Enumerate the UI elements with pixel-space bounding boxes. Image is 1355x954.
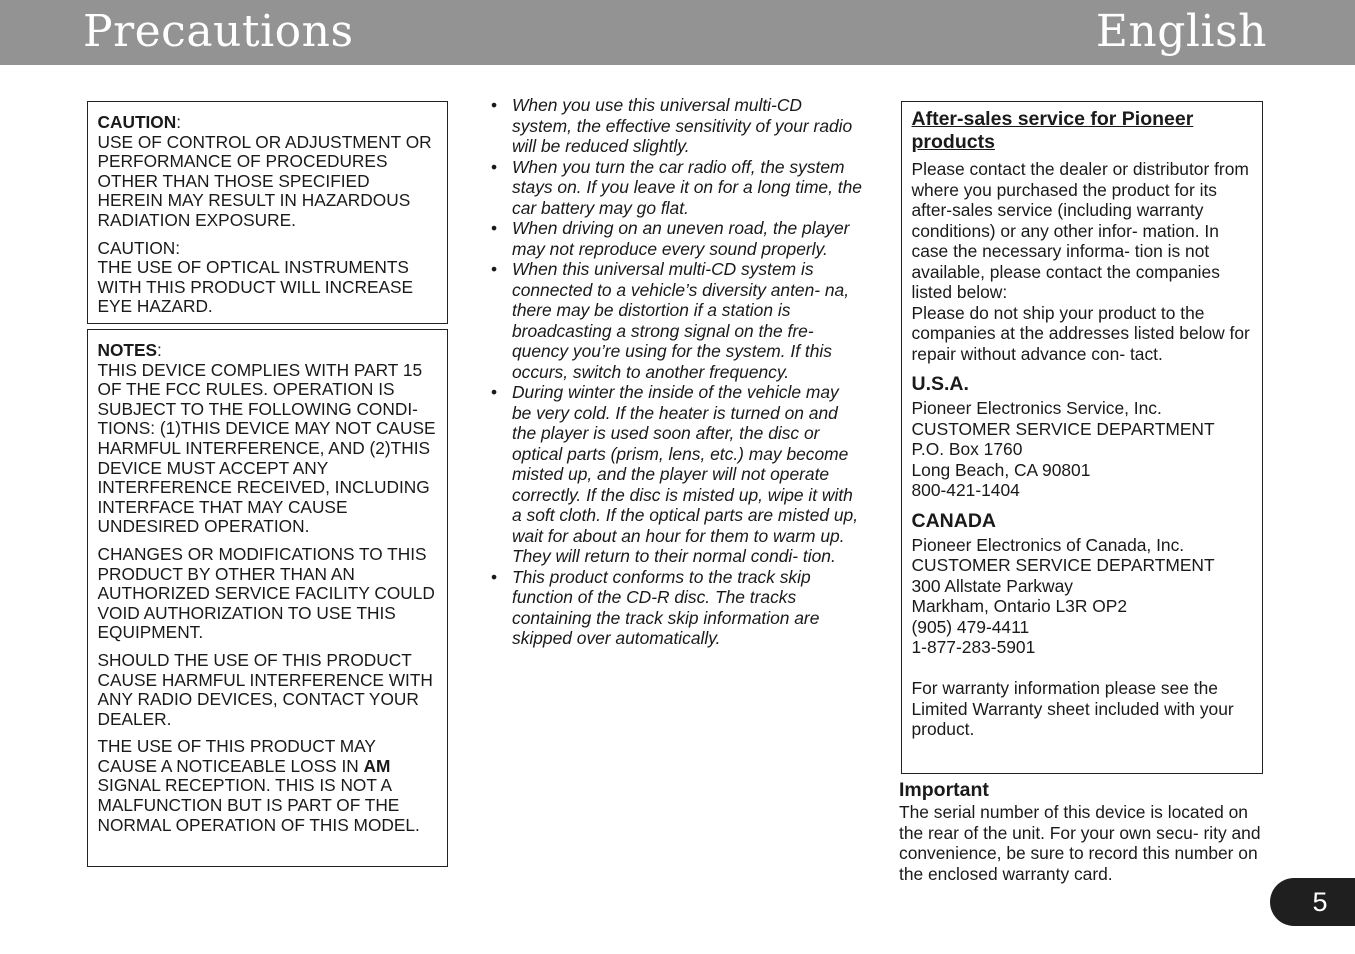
address-line: P.O. Box 1760 <box>911 439 1023 459</box>
caution-text-2: THE USE OF OPTICAL INSTRUMENTS WITH THIS PRODUCT WILL INCREASE EYE HAZARD. <box>97 257 414 317</box>
notes-paragraph-3: SHOULD THE USE OF THIS PRODUCT CAUSE HARMFUL INTERFERENCE WITH ANY RADIO DEVICES, CONTACT YOUR DEALER. <box>97 649 433 729</box>
list-item: • When you turn the car radio off, the system stays on. If you leave it on for a long time, the car battery may go flat. <box>490 157 862 219</box>
notes-paragraph-1: NOTES: THIS DEVICE COMPLIES WITH PART 15 OF THE FCC RULES. OPERATION IS SUBJECT TO THE FOLLOWING CONDI- TIONS: (1)THIS DEVICE MAY NOT CAUSE HARMFUL INTERFERENCE, AND (2)THIS DEVICE MUST ACCEPT ANY INTERFERENCE RECEIVED, INCLUDING INTERFACE THAT MAY CAUSE UNDESIRED OPERATION. <box>97 340 436 537</box>
caution-paragraph-2 <box>98 239 440 317</box>
caution-paragraph: CAUTION: USE OF CONTROL OR ADJUSTMENT OR PERFORMANCE OF PROCEDURES OTHER THAN THOSE SPECIFIED HEREIN MAY RESULT IN HAZARDOUS RADIATION EXPOSURE. <box>97 112 432 230</box>
address-line: CUSTOMER SERVICE DEPARTMENT <box>911 418 1215 439</box>
usa-address <box>912 398 1255 501</box>
notes-text-4a: THE USE OF THIS PRODUCT MAY CAUSE A NOTICEABLE LOSS IN <box>97 736 376 776</box>
canada-heading: CANADA <box>911 509 996 532</box>
address-line: 300 Allstate Parkway <box>911 575 1073 596</box>
address-line: Markham, Ontario L3R OP2 <box>911 596 1128 616</box>
notes-text-4-bold: AM <box>363 755 391 776</box>
notes-box <box>87 329 448 867</box>
section-title: Precautions <box>83 6 354 57</box>
page-header <box>0 0 1355 65</box>
list-item: • When you use this universal multi-CD system, the effective sensitivity of your radio will be reduced slightly. <box>490 95 862 157</box>
phone-line: (905) 479-4411 <box>911 616 1030 637</box>
service-intro: Please contact the dealer or distributor from where you purchased the product for its after-sales service (including warranty conditions) or any other infor- mation. In case the necessary informa- tion is not available, please contact the companies listed below: <box>911 159 1249 302</box>
address-line: CUSTOMER SERVICE DEPARTMENT <box>911 555 1215 575</box>
caution-label: CAUTION <box>97 112 177 132</box>
caution-box <box>87 101 448 324</box>
list-item: • This product conforms to the track skip function of the CD-R disc. The tracks containing the track skip information are skipped over automatically. <box>490 567 862 649</box>
notes-text-1: THIS DEVICE COMPLIES WITH PART 15 OF THE FCC RULES. OPERATION IS SUBJECT TO THE FOLLOWING CONDI- TIONS: (1)THIS DEVICE MAY NOT CAUSE HARMFUL INTERFERENCE, AND (2)THIS DEVICE MUST ACCEPT ANY INTERFERENCE RECEIVED, INCLUDING INTERFACE THAT MAY CAUSE UNDESIRED OPERATION. <box>97 359 436 537</box>
address-line: Pioneer Electronics Service, Inc. <box>911 398 1162 418</box>
important-section <box>899 779 1271 884</box>
notes-paragraph-4 <box>98 737 440 835</box>
caution-label-2: CAUTION: <box>97 237 181 258</box>
language-label: English <box>1095 6 1267 57</box>
address-line: Pioneer Electronics of Canada, Inc. <box>911 534 1185 555</box>
phone-line: 1-877-283-5901 <box>911 637 1036 657</box>
important-text: The serial number of this device is located on the rear of the unit. For your own secu- rity and convenience, be sure to record this number on the enclosed warranty card. <box>899 802 1261 884</box>
list-item: • During winter the inside of the vehicle may be very cold. If the heater is turned on and the player is used soon after, the disc or optical parts (prism, lens, etc.) may become misted up, and the player will not operate correctly. If the disc is misted up, wipe it with a soft cloth. If the optical parts are misted up, wait for about an hour for them to warm up. They will return to their normal condi- tion. <box>490 382 862 567</box>
notes-label: NOTES <box>97 340 158 360</box>
list-item: • When this universal multi-CD system is connected to a vehicle’s diversity anten- na, there may be distortion if a station is broadcasting a strong signal on the fre- quency you’re using for the system. If this occurs, switch to another frequency. <box>490 259 862 382</box>
phone-line: 800-421-1404 <box>911 480 1020 500</box>
page-number: 5 <box>1312 887 1328 917</box>
important-heading: Important <box>899 779 989 801</box>
service-heading: After-sales service for Pioneer products <box>911 108 1194 153</box>
address-line: Long Beach, CA 90801 <box>911 459 1091 480</box>
list-item: • When driving on an uneven road, the player may not reproduce every sound properly. <box>490 218 862 259</box>
warranty-note: For warranty information please see the Limited Warranty sheet included with your product. <box>911 678 1234 739</box>
usa-heading: U.S.A. <box>911 373 969 395</box>
notes-paragraph-2: CHANGES OR MODIFICATIONS TO THIS PRODUCT BY OTHER THAN AN AUTHORIZED SERVICE FACILITY COULD VOID AUTHORIZATION TO USE THIS EQUIPMENT. <box>97 543 435 643</box>
after-sales-service-box <box>901 101 1263 774</box>
service-intro-2: Please do not ship your product to the companies at the addresses listed below for repair without advance con- tact. <box>911 302 1250 364</box>
precautions-list <box>490 95 862 649</box>
caution-text: USE OF CONTROL OR ADJUSTMENT OR PERFORMANCE OF PROCEDURES OTHER THAN THOSE SPECIFIED HEREIN MAY RESULT IN HAZARDOUS RADIATION EXPOSURE. <box>97 131 432 230</box>
canada-address <box>912 535 1255 658</box>
notes-text-4b: SIGNAL RECEPTION. THIS IS NOT A MALFUNCTION BUT IS PART OF THE NORMAL OPERATION OF THIS MODEL. <box>97 775 420 835</box>
